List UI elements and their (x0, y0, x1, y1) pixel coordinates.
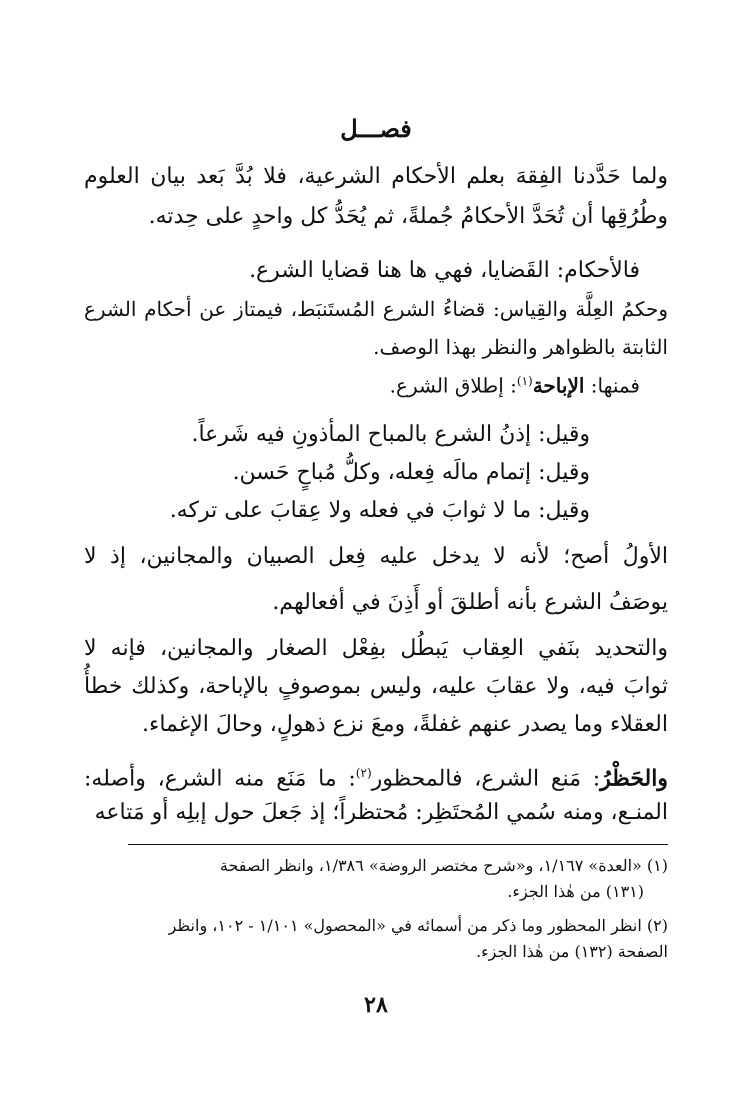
paragraph-line: وحكمُ العِلَّة والقِياس: قضاءُ الشرع المُستَنبَط، فيمتاز عن أحكام الشرع (84, 297, 668, 321)
paragraph-line: الأولُ أصح؛ لأنه لا يدخل عليه فِعل الصبيان والمجانين، إذ لا (84, 544, 668, 569)
footnote-divider (128, 844, 668, 845)
paragraph-line: ولما حَدَّدنا الفِقهَ بعلم الأحكام الشرعية، فلا بُدَّ بَعد بيان العلوم (84, 164, 668, 189)
paragraph-line: يوصَفُ الشرع بأنه أطلقَ أو أَذِنَ في أفعالهم. (272, 590, 668, 615)
footnote-line: (١) «العدة» ١/١٦٧، و«شرح مختصر الروضة» ١/٣٨٦، وانظر الصفحة (219, 856, 668, 875)
definition-lead: فمنها: (590, 373, 640, 398)
definition-term: الإباحة (532, 373, 585, 398)
paragraph-line: العقلاء وما يصدر عنهم غفلةً، ومعَ نزع ذهولٍ، وحالَ الإغماء. (141, 712, 668, 737)
section-title: فصـــل (340, 114, 412, 143)
definition-term: والحَظْرُ (600, 765, 668, 792)
footnote-line: (٢) انظر المحظور وما ذكر من أسمائه في «المحصول» ١/١٠١ - ١٠٢، وانظر (168, 916, 668, 935)
definition-text: : ما مَنَع منه الشرع، وأصله: (84, 766, 356, 792)
footnote-line: الصفحة (١٣٢) من هٰذا الجزء. (476, 942, 668, 961)
paragraph-line: والتحديد بنَفي العِقاب يَبطُل بفِعْل الصغار والمجانين، فإنه لا (84, 636, 668, 661)
paragraph-line (84, 756, 668, 796)
paragraph-line: فالأحكام: القَضايا، فهي ها هنا قضايا الشرع. (249, 258, 640, 283)
paragraph-line: الثابتة بالظواهر والنظر بهذا الوصف. (373, 335, 668, 359)
definition-line (84, 364, 640, 403)
quote-line: وقيل: إذنُ الشرع بالمباح المأذونِ فيه شَرعاً. (191, 422, 590, 447)
footnote-line: (١٣١) من هٰذا الجزء. (507, 882, 644, 901)
paragraph-line: وطُرُقِها أن تُحَدَّ الأحكامُ جُملةً، ثم يُحَدُّ كل واحدٍ على حِدته. (148, 204, 668, 229)
quote-line: وقيل: إتمام مالَه فِعله، وكلُّ مُباحٍ حَسن. (232, 460, 590, 485)
paragraph-line: ثوابَ فيه، ولا عقابَ عليه، وليس بموصوفٍ بالإباحة، وكذلك خطأُ (84, 674, 668, 699)
quote-line: وقيل: ما لا ثوابَ في فعله ولا عِقابَ على تركه. (169, 498, 590, 523)
footnote-ref: (١) (516, 374, 533, 388)
page-number: ٢٨ (364, 992, 388, 1018)
definition-text: : مَنع الشرع، فالمحظور (371, 766, 601, 792)
definition-text: : إطلاق الشرع. (389, 373, 517, 398)
paragraph-line: المنـع، ومنه سُمي المُحتَظِر: مُحتظراً؛ إذ جَعلَ حول إبلِه أو مَتاعه (94, 800, 668, 825)
footnote-ref: (٢) (355, 766, 372, 780)
